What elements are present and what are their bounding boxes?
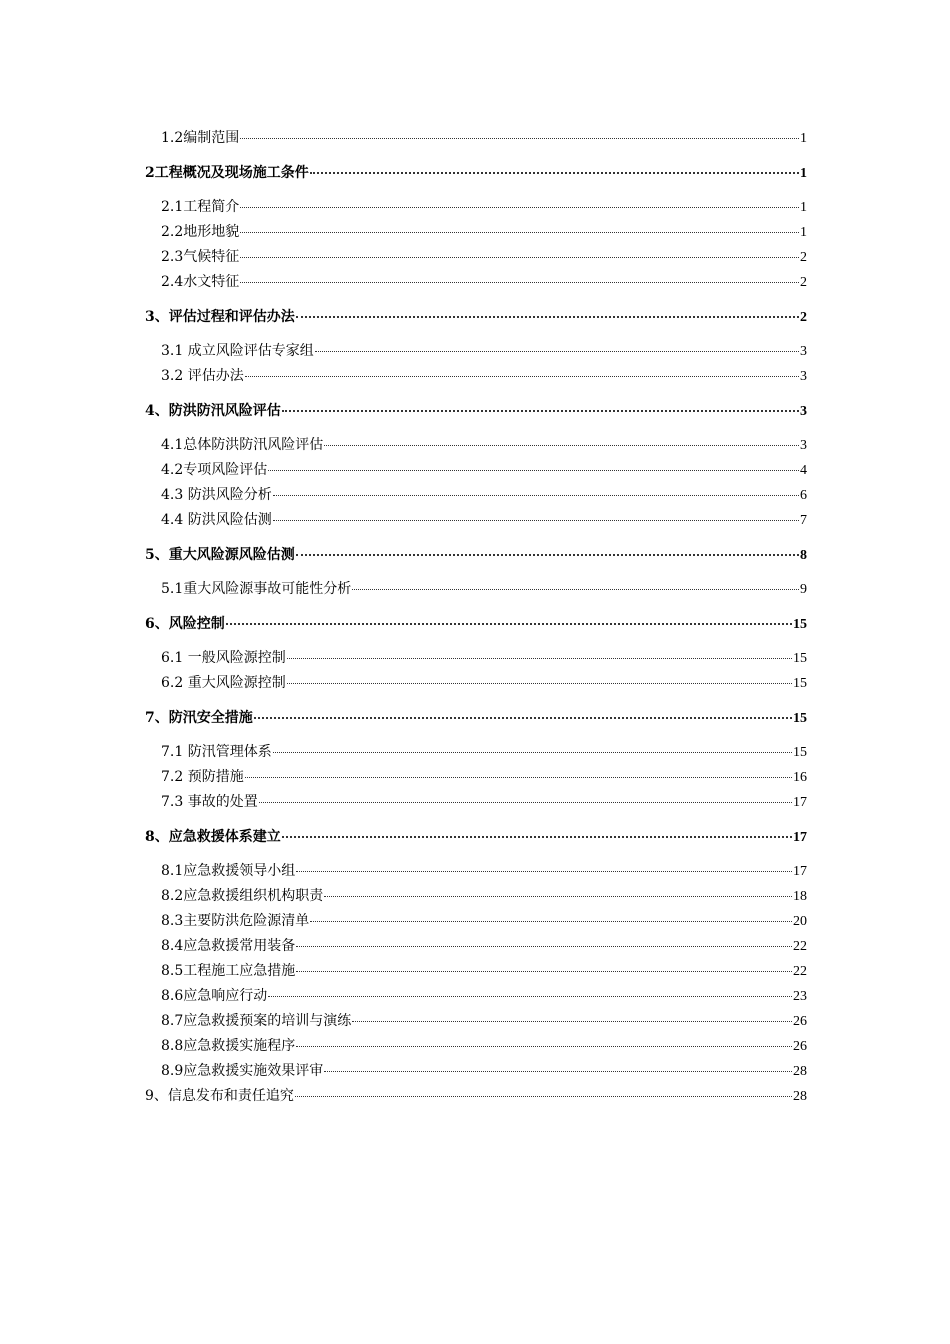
toc-entry-page: 3	[800, 344, 807, 359]
toc-entry-label: 4.3 防洪风险分析	[161, 487, 272, 503]
toc-entry[interactable]	[145, 365, 807, 387]
toc-entry-page: 17	[793, 830, 807, 845]
toc-entry[interactable]	[145, 860, 807, 882]
toc-entry-page: 28	[793, 1064, 807, 1079]
toc-entry-page: 15	[793, 711, 807, 726]
toc-entry[interactable]	[145, 1035, 807, 1057]
dot-leader	[245, 362, 799, 377]
toc-entry-page: 15	[793, 745, 807, 760]
toc-entry[interactable]	[145, 434, 807, 456]
toc-entry[interactable]	[145, 221, 807, 243]
toc-entry-page: 1	[800, 200, 807, 215]
toc-entry-label: 3、评估过程和评估办法	[145, 309, 295, 325]
dot-leader	[226, 609, 792, 625]
dot-leader	[282, 822, 792, 838]
dot-leader	[310, 907, 792, 922]
toc-entry-page: 23	[793, 989, 807, 1004]
toc-entry[interactable]	[145, 246, 807, 268]
dot-leader	[324, 882, 792, 897]
dot-leader	[273, 506, 799, 521]
dot-leader	[315, 337, 799, 352]
toc-entry-label: 2.1工程简介	[161, 199, 240, 215]
toc-entry-label: 6、风险控制	[145, 616, 225, 632]
toc-entry[interactable]	[145, 578, 807, 600]
toc-entry-label: 4.4 防洪风险估测	[161, 512, 272, 528]
toc-entry-page: 2	[800, 275, 807, 290]
toc-entry-label: 8、应急救援体系建立	[145, 829, 281, 845]
toc-entry-page: 26	[793, 1039, 807, 1054]
toc-entry[interactable]	[145, 612, 807, 635]
dot-leader	[296, 857, 792, 872]
toc-entry[interactable]	[145, 459, 807, 481]
toc-entry[interactable]	[145, 127, 807, 149]
toc-entry-label: 9、信息发布和责任追究	[145, 1088, 294, 1104]
dot-leader	[273, 481, 799, 496]
toc-entry-page: 1	[800, 131, 807, 146]
toc-entry-page: 3	[800, 369, 807, 384]
toc-entry-page: 18	[793, 889, 807, 904]
toc-entry-page: 2	[800, 310, 807, 325]
toc-entry-label: 8.2应急救援组织机构职责	[161, 888, 324, 904]
toc-entry-page: 17	[793, 864, 807, 879]
toc-entry-label: 6.1 一般风险源控制	[161, 650, 286, 666]
toc-entry-label: 8.7应急救援预案的培训与演练	[161, 1013, 352, 1029]
dot-leader	[296, 932, 792, 947]
toc-entry-page: 15	[793, 651, 807, 666]
toc-entry[interactable]	[145, 399, 807, 422]
toc-entry-page: 8	[800, 548, 807, 563]
dot-leader	[245, 763, 792, 778]
toc-entry-page: 7	[800, 513, 807, 528]
dot-leader	[240, 193, 799, 208]
toc-entry-page: 3	[800, 404, 807, 419]
toc-entry-page: 28	[793, 1089, 807, 1104]
toc-entry-page: 22	[793, 939, 807, 954]
dot-leader	[240, 124, 799, 139]
toc-entry-page: 1	[800, 225, 807, 240]
toc-entry-label: 3.1 成立风险评估专家组	[161, 343, 314, 359]
dot-leader	[324, 431, 799, 446]
toc-entry-page: 2	[800, 250, 807, 265]
toc-entry[interactable]	[145, 985, 807, 1007]
toc-entry-label: 3.2 评估办法	[161, 368, 244, 384]
toc-entry-label: 8.5工程施工应急措施	[161, 963, 296, 979]
toc-entry[interactable]	[145, 885, 807, 907]
toc-entry-page: 6	[800, 488, 807, 503]
toc-entry[interactable]	[145, 647, 807, 669]
toc-entry-page: 16	[793, 770, 807, 785]
dot-leader	[295, 1082, 792, 1097]
toc-entry-page: 20	[793, 914, 807, 929]
dot-leader	[324, 1057, 792, 1072]
toc-entry-label: 7.2 预防措施	[161, 769, 244, 785]
toc-entry[interactable]	[145, 706, 807, 729]
dot-leader	[268, 982, 792, 997]
dot-leader	[282, 396, 799, 412]
toc-entry-label: 7、防汛安全措施	[145, 710, 253, 726]
dot-leader	[273, 738, 792, 753]
toc-entry-page: 3	[800, 438, 807, 453]
toc-entry[interactable]	[145, 910, 807, 932]
dot-leader	[296, 1032, 792, 1047]
toc-entry[interactable]	[145, 196, 807, 218]
toc-entry-label: 8.1应急救援领导小组	[161, 863, 296, 879]
toc-entry-label: 2.3气候特征	[161, 249, 240, 265]
dot-leader	[259, 788, 792, 803]
toc-entry-label: 7.1 防汛管理体系	[161, 744, 272, 760]
toc-entry-page: 17	[793, 795, 807, 810]
toc-entry-label: 8.3主要防洪危险源清单	[161, 913, 310, 929]
toc-entry[interactable]	[145, 484, 807, 506]
toc-entry-page: 26	[793, 1014, 807, 1029]
dot-leader	[296, 302, 799, 318]
toc-entry-label: 2工程概况及现场施工条件	[145, 165, 309, 181]
toc-entry[interactable]	[145, 791, 807, 813]
toc-entry[interactable]	[145, 825, 807, 848]
toc-entry-label: 5、重大风险源风险估测	[145, 547, 295, 563]
toc-entry-label: 7.3 事故的处置	[161, 794, 258, 810]
dot-leader	[240, 268, 799, 283]
dot-leader	[296, 540, 799, 556]
toc-entry-label: 2.4水文特征	[161, 274, 240, 290]
dot-leader	[240, 218, 799, 233]
toc-entry[interactable]	[145, 543, 807, 566]
toc-entry-page: 1	[800, 166, 807, 181]
toc-entry-label: 8.8应急救援实施程序	[161, 1038, 296, 1054]
dot-leader	[287, 669, 792, 684]
toc-entry-label: 4、防洪防汛风险评估	[145, 403, 281, 419]
table-of-contents	[145, 127, 807, 1107]
dot-leader	[296, 957, 792, 972]
toc-entry-label: 2.2地形地貌	[161, 224, 240, 240]
toc-entry-label: 5.1重大风险源事故可能性分析	[161, 581, 352, 597]
toc-entry-label: 8.6应急响应行动	[161, 988, 268, 1004]
dot-leader	[268, 456, 799, 471]
toc-entry-label: 1.2编制范围	[161, 130, 240, 146]
toc-entry-page: 4	[800, 463, 807, 478]
toc-entry-label: 8.4应急救援常用装备	[161, 938, 296, 954]
toc-entry[interactable]	[145, 509, 807, 531]
toc-entry[interactable]	[145, 672, 807, 694]
dot-leader	[254, 703, 792, 719]
dot-leader	[352, 575, 799, 590]
toc-entry-label: 6.2 重大风险源控制	[161, 675, 286, 691]
toc-entry[interactable]	[145, 161, 807, 184]
toc-entry-page: 22	[793, 964, 807, 979]
toc-entry[interactable]	[145, 271, 807, 293]
toc-entry-label: 8.9应急救援实施效果评审	[161, 1063, 324, 1079]
toc-entry-page: 15	[793, 617, 807, 632]
toc-entry[interactable]	[145, 741, 807, 763]
toc-entry[interactable]	[145, 305, 807, 328]
toc-entry[interactable]	[145, 340, 807, 362]
toc-entry-page: 15	[793, 676, 807, 691]
toc-entry-label: 4.1总体防洪防汛风险评估	[161, 437, 324, 453]
toc-entry[interactable]	[145, 960, 807, 982]
dot-leader	[287, 644, 792, 659]
toc-entry[interactable]	[145, 1060, 807, 1082]
toc-entry[interactable]	[145, 935, 807, 957]
dot-leader	[310, 158, 799, 174]
dot-leader	[240, 243, 799, 258]
toc-entry-label: 4.2专项风险评估	[161, 462, 268, 478]
toc-entry[interactable]	[145, 1010, 807, 1032]
toc-entry[interactable]	[145, 766, 807, 788]
toc-entry[interactable]	[145, 1085, 807, 1107]
toc-entry-page: 9	[800, 582, 807, 597]
dot-leader	[352, 1007, 792, 1022]
